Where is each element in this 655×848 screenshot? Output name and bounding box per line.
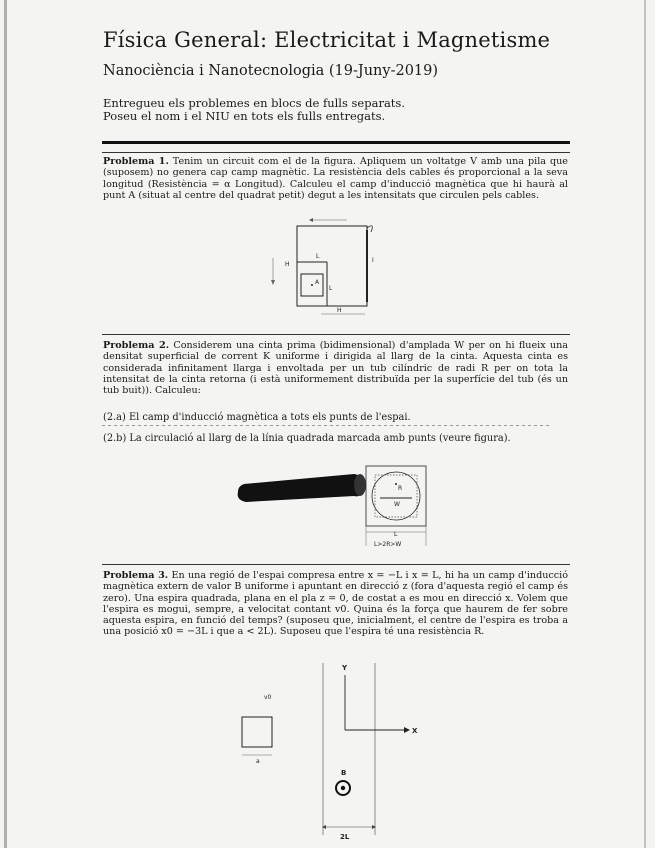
region-arrow-right: [372, 825, 376, 829]
x-axis-arrowhead: [404, 727, 410, 733]
problem1-figure: [265, 218, 385, 318]
problem3-rule: [102, 564, 570, 565]
header-rule: [102, 141, 570, 144]
tube-cross-section: [372, 472, 420, 520]
label-a: a: [256, 758, 260, 765]
page-title: Física General: Electricitat i Magnetisme: [103, 28, 551, 52]
page-subtitle: Nanociència i Nanotecnologia (19-Juny-2019): [103, 63, 439, 79]
label-right: I: [372, 257, 374, 264]
center-mark: [395, 483, 397, 485]
label-b: B: [341, 769, 347, 777]
problem1-body: Tenim un circuit com el de la figura. Apliquem un voltatge V amb una pila que (suposem) no genera cap camp magnètic. La resistència dels cables és proporcional a la seva longitud (Resistència = α Longitud). Calculeu el camp d'inducció magnètica que hi haurà al punt A (situat al centre del quadrat petit) degut a les intensitats que circulen pels cables.: [103, 156, 568, 201]
problem1-text: [103, 156, 568, 201]
field-dot: [341, 786, 345, 790]
problem3-text: [103, 570, 568, 638]
label-r: R: [398, 485, 403, 492]
label-v0: v0: [264, 694, 272, 701]
cylinder-tube: [238, 474, 365, 502]
axis-y-label: Y: [342, 664, 348, 672]
axis-x-label: X: [412, 727, 418, 735]
label-side: L: [394, 531, 398, 538]
problem2-item-a: (2.a) El camp d'inducció magnètica a tots els punts de l'espai.: [103, 412, 411, 423]
problem2-label: Problema 2.: [103, 340, 170, 351]
instruction-line-2: Poseu el nom i el NIU en tots els fulls entregats.: [103, 109, 386, 123]
problem3-label: Problema 3.: [103, 570, 169, 581]
problem2-body: Considerem una cinta prima (bidimensional) d'amplada W per on hi flueix una densitat superficial de corrent K uniforme i dirigida al llarg de la cinta. Aquesta cinta es considerada infinitament llarga i envoltada per un tub cilíndric de radi R per on tota la intensitat de la cinta retorna (i està uniformement distribuïda per la superfície del tub (és un tub buit)). Calculeu:: [103, 340, 568, 397]
instruction-line-1: Entregueu els problemes en blocs de fulls separats.: [103, 96, 405, 110]
scan-edge-left: [4, 0, 7, 848]
label-2l: 2L: [340, 833, 350, 841]
dotted-square-path: [375, 475, 417, 517]
label-mid: L: [316, 253, 320, 260]
label-bottom: H: [337, 307, 342, 314]
problem3-figure: [230, 655, 450, 845]
square-loop: [242, 717, 272, 747]
scan-edge-right: [644, 0, 646, 848]
left-arrowhead: [271, 280, 275, 285]
problem1-label: Problema 1.: [103, 156, 169, 167]
instructions: [103, 97, 405, 123]
top-arrowhead: [309, 218, 313, 222]
cylinder-end: [354, 474, 366, 496]
problem2-item-b: (2.b) La circulació al llarg de la línia quadrada marcada amb punts (veure figura).: [103, 433, 511, 444]
label-small: L: [329, 285, 333, 292]
outer-square: [297, 226, 367, 306]
label-caption: L>2R>W: [374, 541, 402, 548]
problem2-divider: [102, 425, 552, 426]
problem2-rule: [102, 334, 570, 335]
problem3-body: En una regió de l'espai compresa entre x = −L i x = L, hi ha un camp d'inducció magnètica extern de valor B uniforme i apuntant en direcció z (fora d'aquesta regió el camp és zero). Una espira quadrada, plana en el pla z = 0, de costat a es mou en direcció x. Volem que l'espira es mogui, sempre, a velocitat contant v0. Quina és la força que haurem de fer sobre aquesta espira, en funció del temps? (suposeu que, inicialment, el centre de l'espira es troba a una posició x0 = −3L i que a < 2L). Suposeu que l'espira té una resistència R.: [103, 570, 568, 638]
problem2-figure: [236, 460, 436, 550]
problem2-text: [103, 340, 568, 396]
label-outer: H: [285, 261, 290, 268]
label-w: W: [394, 501, 400, 508]
problem1-rule: [102, 152, 570, 153]
label-point-a: A: [315, 279, 320, 286]
point-a-dot: [311, 284, 313, 286]
region-arrow-left: [322, 825, 326, 829]
